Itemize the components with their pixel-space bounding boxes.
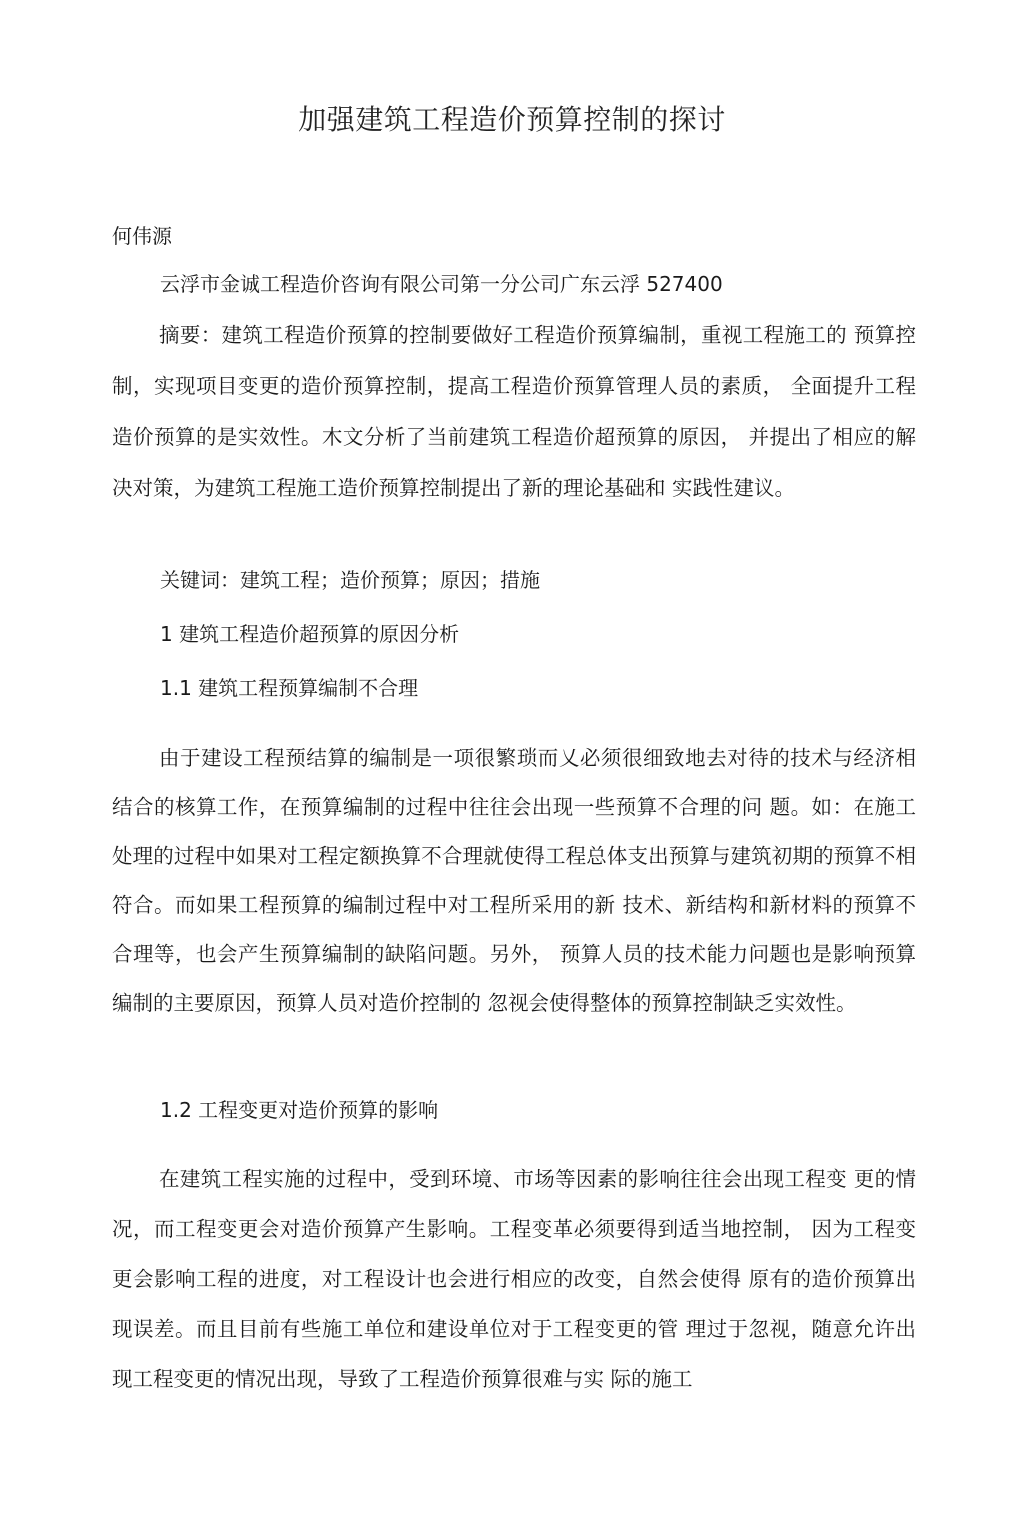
- section-1-1-body: 由于建设工程预结算的编制是一项很繁琐而乂必须很细致地去对待的技术与经济相结合的核算工作，在预算编制的过程中往往会出现一些预算不合理的问 题。如：在施工处理的过程中如果对工程定额换算不合理就使得工程总体支出预算与建筑初期的预算不相符合。而如果工程预算的编制过程中对工程所采用的新 技术、新结构和新材料的预算不合理等，也会产生预算编制的缺陷问题。另外， 预算人员的技术能力问题也是影响预算编制的主要原因，预算人员对造价控制的 忽视会使得整体的预算控制缺乏实效性。: [112, 746, 916, 1015]
- section-1-2-body: 在建筑工程实施的过程中，受到环境、市场等因素的影响往往会出现工程变 更的情况，而工程变更会对造价预算产生影响。工程变革必须要得到适当地控制， 因为工程变更会影响工程的进度，对工程设计也会进行相应的改变，自然会使得 原有的造价预算出现误差。而且目前有些施工单位和建设单位对于工程变更的管 理过于忽视，随意允许出现工程变更的情况出现，导致了工程造价预算很难与实 际的施工: [112, 1167, 916, 1391]
- author-affiliation: 云浮市金诚工程造价咨询有限公司第一分公司广东云浮 527400: [160, 272, 723, 296]
- document-title: 加强建筑工程造价预算控制的探讨: [298, 103, 726, 136]
- section-1-1-heading: 1.1 建筑工程预算编制不合理: [160, 676, 419, 700]
- abstract-paragraph: 摘要：建筑工程造价预算的控制要做好工程造价预算编制，重视工程施工的 预算控制，实现项目变更的造价预算控制，提高工程造价预算管理人员的素质， 全面提升工程造价预算的是实效性。木文分析了当前建筑工程造价超预算的原因， 并提出了相应的解决对策，为建筑工程施工造价预算控制提出了新的理论基础和 实践性建议。: [112, 323, 916, 500]
- section-1-heading: 1 建筑工程造价超预算的原因分析: [160, 622, 460, 646]
- keywords-line: 关键词：建筑工程；造价预算；原因；措施: [160, 568, 540, 592]
- author-name: 何伟源: [112, 224, 172, 248]
- section-1-2-heading: 1.2 工程变更对造价预算的影响: [160, 1098, 439, 1122]
